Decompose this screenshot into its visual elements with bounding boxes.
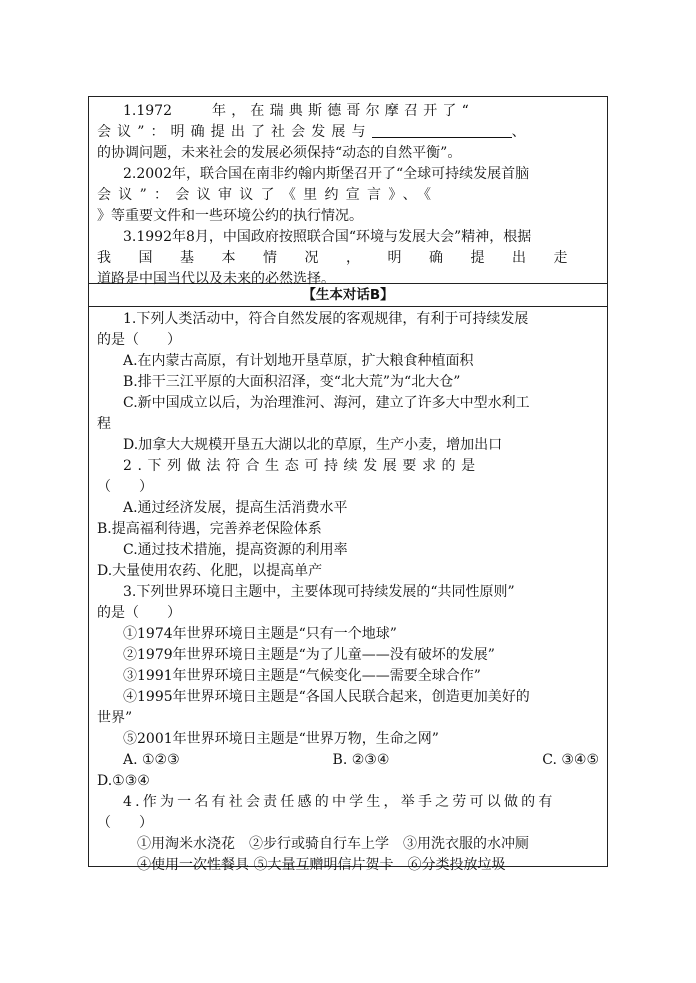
section-b-cell bbox=[89, 307, 607, 873]
a-q1-text: 年，在瑞典斯德哥尔摩召开了“ bbox=[212, 103, 474, 119]
b-q3-item-3: ③1991年世界环境日主题是“气候变化——需要全球合作” bbox=[123, 668, 481, 684]
a-q1-line2 bbox=[97, 122, 599, 143]
a-q1-line1 bbox=[97, 101, 599, 122]
a-q3-line3: 道路是中国当代以及未来的必然选择。 bbox=[97, 271, 335, 287]
a-q2-line1: 2.2002年，联合国在南非约翰内斯堡召开了“全球可持续发展首脑 bbox=[123, 166, 530, 182]
worksheet-table bbox=[88, 96, 608, 873]
b-q3-option-b: B. ②③④ bbox=[332, 752, 390, 768]
section-b-title: 【生本对话B】 bbox=[89, 284, 607, 307]
b-q2-option-c: C.通过技术措施，提高资源的利用率 bbox=[123, 542, 348, 558]
a-q1-text2: 会议”：明确提出了社会发展与 bbox=[97, 124, 372, 140]
a-q3-line1: 3.1992年8月，中国政府按照联合国“环境与发展大会”精神，根据 bbox=[123, 229, 532, 245]
b-q1-option-d: D.加拿大大规模开垦五大湖以北的草原，生产小麦，增加出口 bbox=[123, 437, 503, 453]
b-q3-item-5: ⑤2001年世界环境日主题是“世界万物，生命之网” bbox=[123, 731, 439, 747]
section-a-cell bbox=[89, 97, 607, 287]
b-q4-items-line1: ①用淘米水浇花 ②步行或骑自行车上学 ③用洗衣服的水冲厕 bbox=[137, 836, 529, 852]
b-q2-option-d: D.大量使用农药、化肥，以提高单产 bbox=[97, 563, 323, 579]
b-q3-item-4-line1: ④1995年世界环境日主题是“各国人民联合起来，创造更加美好的 bbox=[123, 689, 530, 705]
a-q1-line3: 的协调问题，未来社会的发展必须保持“动态的自然平衡”。 bbox=[97, 145, 462, 161]
b-q1-option-a: A.在内蒙古高原，有计划地开垦草原，扩大粮食种植面积 bbox=[123, 353, 474, 369]
b-q3-stem2: 的是（ ） bbox=[97, 605, 181, 621]
b-q3-stem1: 3.下列世界环境日主题中，主要体现可持续发展的“共同性原则” bbox=[123, 584, 515, 600]
b-q3-item-2: ②1979年世界环境日主题是“为了儿童——没有破坏的发展” bbox=[123, 647, 495, 663]
a-q1-year: 1.1972 bbox=[123, 103, 172, 119]
b-q1-option-c-line1: C.新中国成立以后，为治理淮河、海河，建立了许多大中型水利工 bbox=[123, 395, 530, 411]
b-q1-option-b: B.排干三江平原的大面积沼泽，变“北大荒”为“北大仓” bbox=[123, 374, 461, 390]
b-q4-stem1: 4.作为一名有社会责任感的中学生，举手之劳可以做的有 bbox=[123, 794, 556, 810]
b-q3-option-d: D.①③④ bbox=[97, 773, 150, 789]
a-q2-line2: 会议”：会议审议了《里约宣言》、《 bbox=[97, 187, 439, 203]
b-q1-option-c-line2: 程 bbox=[97, 416, 111, 432]
a-q3-line2 bbox=[97, 248, 599, 269]
b-q3-option-a: A. ①②③ bbox=[123, 752, 180, 768]
a-q2-line3: 》等重要文件和一些环境公约的执行情况。 bbox=[97, 208, 363, 224]
b-q2-option-b: B.提高福利待遇，完善养老保险体系 bbox=[97, 521, 322, 537]
b-q4-stem2: （ ） bbox=[97, 815, 153, 831]
b-q3-item-1: ①1974年世界环境日主题是“只有一个地球” bbox=[123, 626, 397, 642]
b-q3-options bbox=[97, 750, 599, 771]
a-q1-comma: 、 bbox=[511, 124, 526, 140]
answer-blank[interactable] bbox=[372, 123, 512, 138]
a-q3-text2: 我国基本情况，明确提出走 bbox=[97, 250, 595, 266]
b-q1-stem1: 1.下列人类活动中，符合自然发展的客观规律，有利于可持续发展 bbox=[123, 311, 529, 327]
b-q2-stem2: （ ） bbox=[97, 479, 153, 495]
b-q4-items-line2: ④使用一次性餐具 ⑤大量互赠明信片贺卡 ⑥分类投放垃圾 bbox=[137, 857, 506, 873]
b-q3-option-c: C. ③④⑤ bbox=[542, 752, 599, 768]
b-q2-option-a: A.通过经济发展，提高生活消费水平 bbox=[123, 500, 348, 516]
b-q1-stem2: 的是（ ） bbox=[97, 332, 181, 348]
b-q3-item-4-line2: 世界” bbox=[97, 710, 133, 726]
b-q2-stem1: 2.下列做法符合生态可持续发展要求的是 bbox=[123, 458, 481, 474]
